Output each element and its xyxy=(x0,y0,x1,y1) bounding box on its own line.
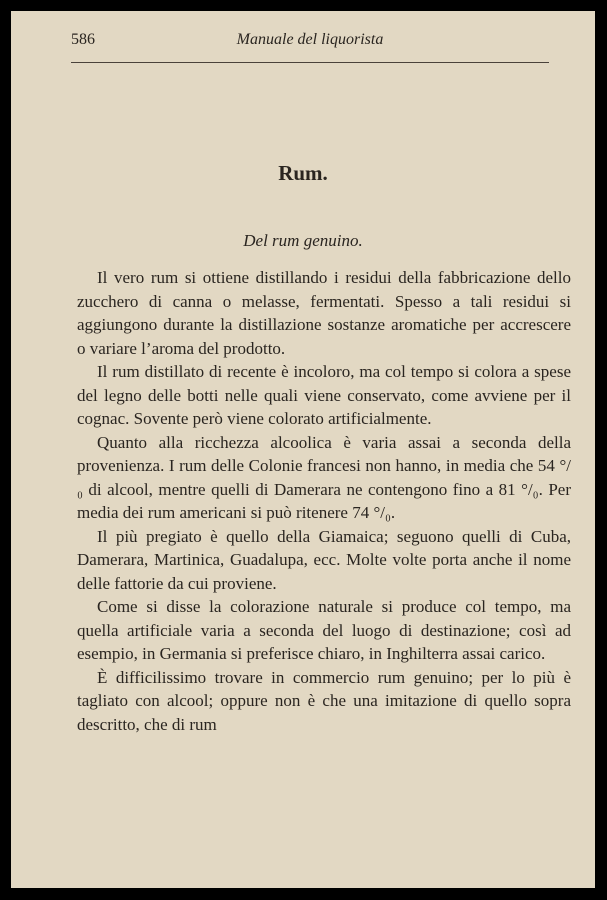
paragraph: Il vero rum si ottiene distillando i residui della fabbricazione dello zucchero di canna o melasse, fermentati. Spesso a tali residui si aggiungono durante la distillazione sostanze aromatiche per accrescere o variare l’aroma del prodotto. xyxy=(77,268,571,358)
running-head xyxy=(71,31,549,55)
paragraph: Il rum distillato di recente è incoloro, ma col tempo si colora a spese del legno delle botti nelle quali viene conservato, come avviene per il cognac. Sovente però viene colorato artificialmente. xyxy=(77,362,571,428)
section-title: Del rum genuino. xyxy=(243,231,363,250)
paragraph: Come si disse la colorazione naturale si produce col tempo, ma quella artificiale varia a seconda del luogo di destinazione; così ad esempio, in Germania si preferisce chiaro, in Inghilterra assai carico. xyxy=(77,597,571,663)
paragraph: Il più pregiato è quello della Giamaica; seguono quelli di Cuba, Damerara, Martinica, Guadalupa, ecc. Molte volte porta anche il nome delle fattorie da cui proviene. xyxy=(77,526,571,593)
paragraph: È difficilissimo trovare in commercio rum genuino; per lo più è tagliato con alcool; oppure non è che una imitazione di quello sopra descritto, che di rum xyxy=(77,667,571,734)
body-text xyxy=(77,266,571,736)
page-number: 586 xyxy=(71,31,95,48)
header-rule xyxy=(71,62,549,63)
chapter-title: Rum. xyxy=(278,161,328,185)
paragraph: Quanto alla ricchezza alcoolica è varia assai a seconda della provenienza. I rum delle Colonie francesi non hanno, in media che 54 °/₀ di alcool, mentre quelli di Damerara ne contengono fino a 81 °/₀. Per media dei rum americani si può ritenere 74 °/₀. xyxy=(77,432,571,522)
book-page xyxy=(11,11,595,888)
running-title: Manuale del liquorista xyxy=(236,31,384,48)
